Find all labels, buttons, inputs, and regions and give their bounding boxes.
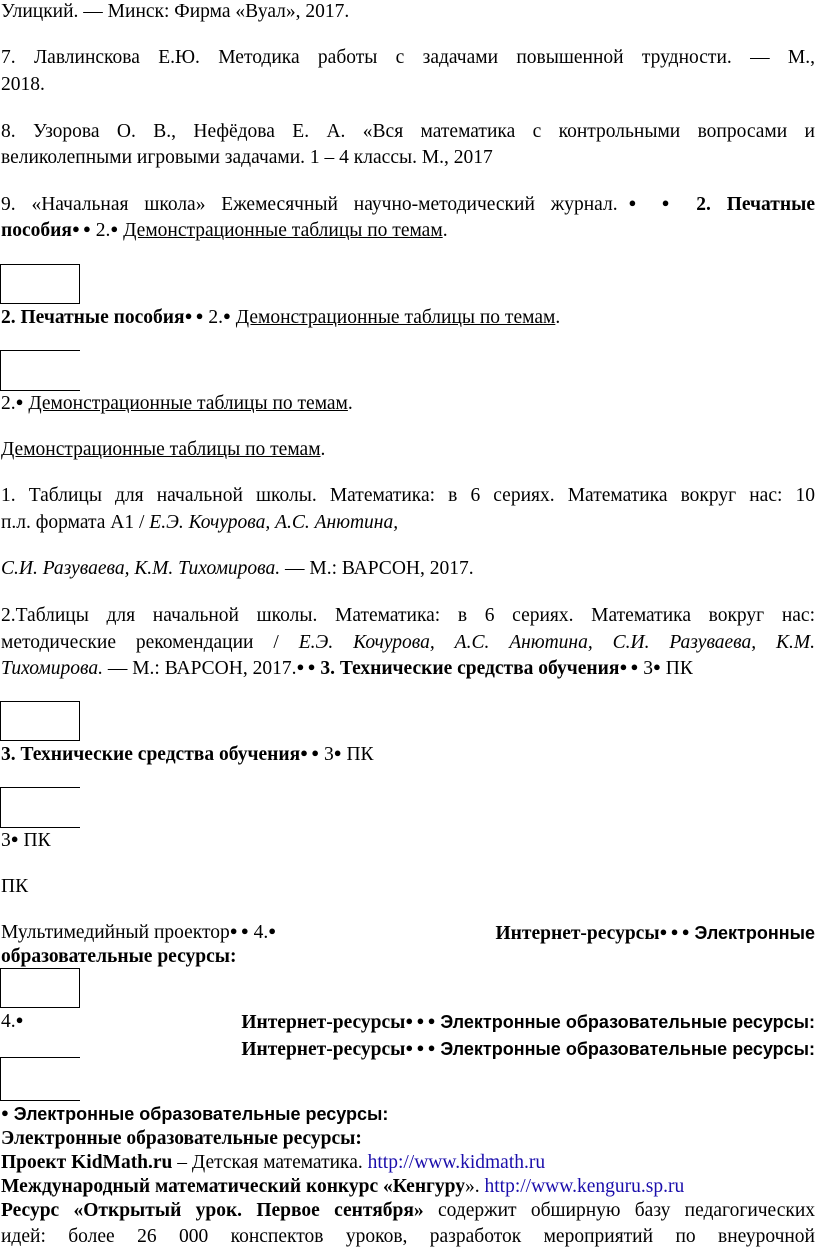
bullet-icon: ● [10, 831, 19, 846]
bullet-icon: ● [110, 221, 119, 236]
section-2-item-line [1, 392, 815, 417]
reference-text: 7. Лавлинскова Е.Ю. Методика работы с задачами повышенной трудности. — М., [1, 47, 815, 68]
resource-kidmath [1, 1151, 815, 1175]
bullet-icon: ● ● [296, 659, 316, 674]
section-heading: пособия [1, 220, 72, 241]
demo-tables-link: Демонстрационные таблицы по темам [235, 307, 556, 328]
authors-text: Тихомирова. [1, 658, 103, 679]
section-heading: 2. Печатные [696, 194, 815, 215]
frame-bottom-rule [0, 1100, 80, 1101]
item-number: 2. [95, 220, 111, 241]
reference-9-line-1 [1, 193, 815, 218]
section-heading: Электронные [694, 923, 815, 943]
reference-text: — М.: ВАРСОН, 2017. [107, 658, 297, 679]
section-heading: Интернет-ресурсы [241, 1039, 406, 1060]
kenguru-link[interactable]: http://www.kenguru.sp.ru [484, 1176, 685, 1197]
resource-text: содержит обширную базу педагогических [437, 1200, 816, 1221]
item-number: 4. [253, 922, 269, 943]
authors-text: Е.Э. Кочурова, А.С. Анютина, [149, 512, 399, 533]
section-heading: Электронные образовательные ресурсы: [13, 1104, 389, 1124]
bullet-icon: ● ● [184, 308, 204, 323]
resource-text: ». [465, 1176, 480, 1197]
reference-text: 9. «Начальная школа» Ежемесячный научно-методический журнал. [1, 194, 618, 215]
frame-top-rule [0, 1057, 80, 1058]
authors-text: Е.Э. Кочурова, А.С. Анютина, С.И. Разуваева, К.М. [298, 632, 816, 653]
tables-1-line-3 [1, 557, 815, 581]
punctuation: . [442, 220, 448, 241]
section-heading: 3. Технические средства обучения [320, 658, 620, 679]
bullet-icon: ● ● [619, 659, 639, 674]
reference-text: — М.: ВАРСОН, 2017. [284, 558, 474, 579]
embedded-frame [0, 264, 80, 304]
electronic-resources-line [1, 1102, 815, 1128]
frame-bottom-rule [0, 827, 80, 828]
frame-left-rule [0, 1057, 1, 1100]
bullet-icon: ● ● ● [659, 924, 690, 939]
section-heading: 2. Печатные пособия [1, 307, 185, 328]
section-heading: образовательные ресурсы: [1, 946, 237, 967]
bullet-icon: ● [268, 923, 277, 938]
demo-tables-link: Демонстрационные таблицы по темам [28, 393, 348, 414]
demo-tables-line [1, 438, 815, 462]
reference-text: методические рекомендации / [1, 632, 279, 653]
bullet-icon: ● ● [229, 923, 249, 938]
bullet-icon: ● ● [300, 745, 320, 760]
reference-text: п.л. формата А1 / [1, 512, 145, 533]
authors-text: С.И. Разуваева, К.М. Тихомирова. [1, 558, 281, 579]
frame-left-rule [0, 350, 1, 390]
item-text: ПК [23, 830, 51, 851]
tables-2-line-2 [1, 631, 815, 655]
section-heading: Электронные образовательные ресурсы: [440, 1039, 815, 1059]
section-4-line-2 [1, 945, 815, 969]
reference-text: Улицкий. — Минск: Фирма «Вуал», 2017. [1, 1, 350, 22]
section-heading: 3. Технические средства обучения [1, 744, 301, 765]
section-4-item-line [1, 1010, 815, 1036]
internet-resources-line [1, 1037, 815, 1063]
bullet-icon: ● [1, 1105, 9, 1120]
resource-open-lesson-line-1 [1, 1199, 815, 1223]
resource-title: Ресурс «Открытый урок. Первое сентября» [1, 1200, 424, 1221]
bullet-icon: ● ● [71, 221, 91, 236]
item-number: 3 [643, 658, 654, 679]
bullet-icon: ● [333, 745, 342, 760]
tables-2-line-3 [1, 657, 815, 682]
reference-7-line-1 [1, 46, 815, 70]
kidmath-link[interactable]: http://www.kidmath.ru [367, 1152, 546, 1173]
tables-1-line-2 [1, 511, 815, 535]
section-heading: Электронные образовательные ресурсы: [1, 1128, 362, 1149]
section-heading: Интернет-ресурсы [241, 1012, 406, 1033]
section-2-heading-line [1, 306, 815, 331]
bullet-icon: ● [15, 1012, 24, 1027]
item-text: ПК [665, 658, 693, 679]
reference-8-line-1 [1, 120, 815, 144]
pk-line [1, 875, 815, 899]
bullet-icon: ● ● ● [405, 1040, 436, 1055]
reference-text: 8. Узорова О. В., Нефёдова Е. А. «Вся математика с контрольными вопросами и [1, 121, 815, 142]
electronic-resources-heading [1, 1127, 815, 1151]
item-number: 4. [1, 1011, 16, 1032]
frame-top-rule [0, 350, 80, 351]
punctuation: . [555, 307, 561, 328]
demo-tables-link: Демонстрационные таблицы по темам [1, 439, 321, 460]
frame-top-rule [0, 787, 80, 788]
bullet-icon: ● ● [617, 195, 681, 210]
resource-text: – Детская математика. [177, 1152, 363, 1173]
frame-left-rule [0, 787, 1, 827]
reference-text: 2018. [1, 74, 45, 95]
reference-tail [1, 0, 815, 24]
reference-9-line-2 [1, 219, 815, 244]
reference-text: великолепными игровыми задачами. 1 – 4 классы. М., 2017 [1, 147, 493, 168]
item-number: 2. [208, 307, 224, 328]
frame-bottom-rule [0, 390, 80, 391]
item-text: Мультимедийный проектор [1, 922, 230, 943]
item-number: 3 [1, 830, 11, 851]
section-3-item-line [1, 829, 815, 854]
item-number: 2. [1, 393, 16, 414]
reference-7-line-2 [1, 73, 815, 97]
bullet-icon: ● [15, 394, 24, 409]
punctuation: . [347, 393, 353, 414]
section-heading: Электронные образовательные ресурсы: [440, 1012, 815, 1032]
section-4-line-1 [1, 921, 815, 947]
item-number: 3 [323, 744, 334, 765]
embedded-frame [0, 968, 80, 1008]
reference-8-line-2 [1, 146, 815, 170]
tables-2-line-1 [1, 604, 815, 628]
item-text: ПК [346, 744, 374, 765]
section-3-heading-line [1, 743, 815, 768]
reference-text: 1. Таблицы для начальной школы. Математика: в 6 сериях. Математика вокруг нас: 10 [1, 485, 815, 506]
demo-tables-link: Демонстрационные таблицы по темам [123, 220, 443, 241]
item-text: ПК [1, 876, 29, 897]
resource-open-lesson-line-2 [1, 1225, 815, 1249]
bullet-icon: ● [223, 308, 231, 323]
bullet-icon: ● ● ● [405, 1013, 436, 1028]
resource-kenguru [1, 1175, 815, 1199]
section-heading: Интернет-ресурсы [495, 923, 660, 944]
bullet-icon: ● [653, 659, 661, 674]
reference-text: 2.Таблицы для начальной школы. Математика: в 6 сериях. Математика вокруг нас: [1, 605, 815, 626]
punctuation: . [320, 439, 326, 460]
tables-1-line-1 [1, 484, 815, 508]
embedded-frame [0, 701, 80, 741]
resource-title: Международный математический конкурс «Кенгуру [1, 1176, 466, 1197]
resource-title: Проект KidMath.ru [1, 1152, 173, 1173]
resource-text: идей: более 26 000 конспектов уроков, разработок мероприятий по внеурочной [1, 1226, 815, 1247]
